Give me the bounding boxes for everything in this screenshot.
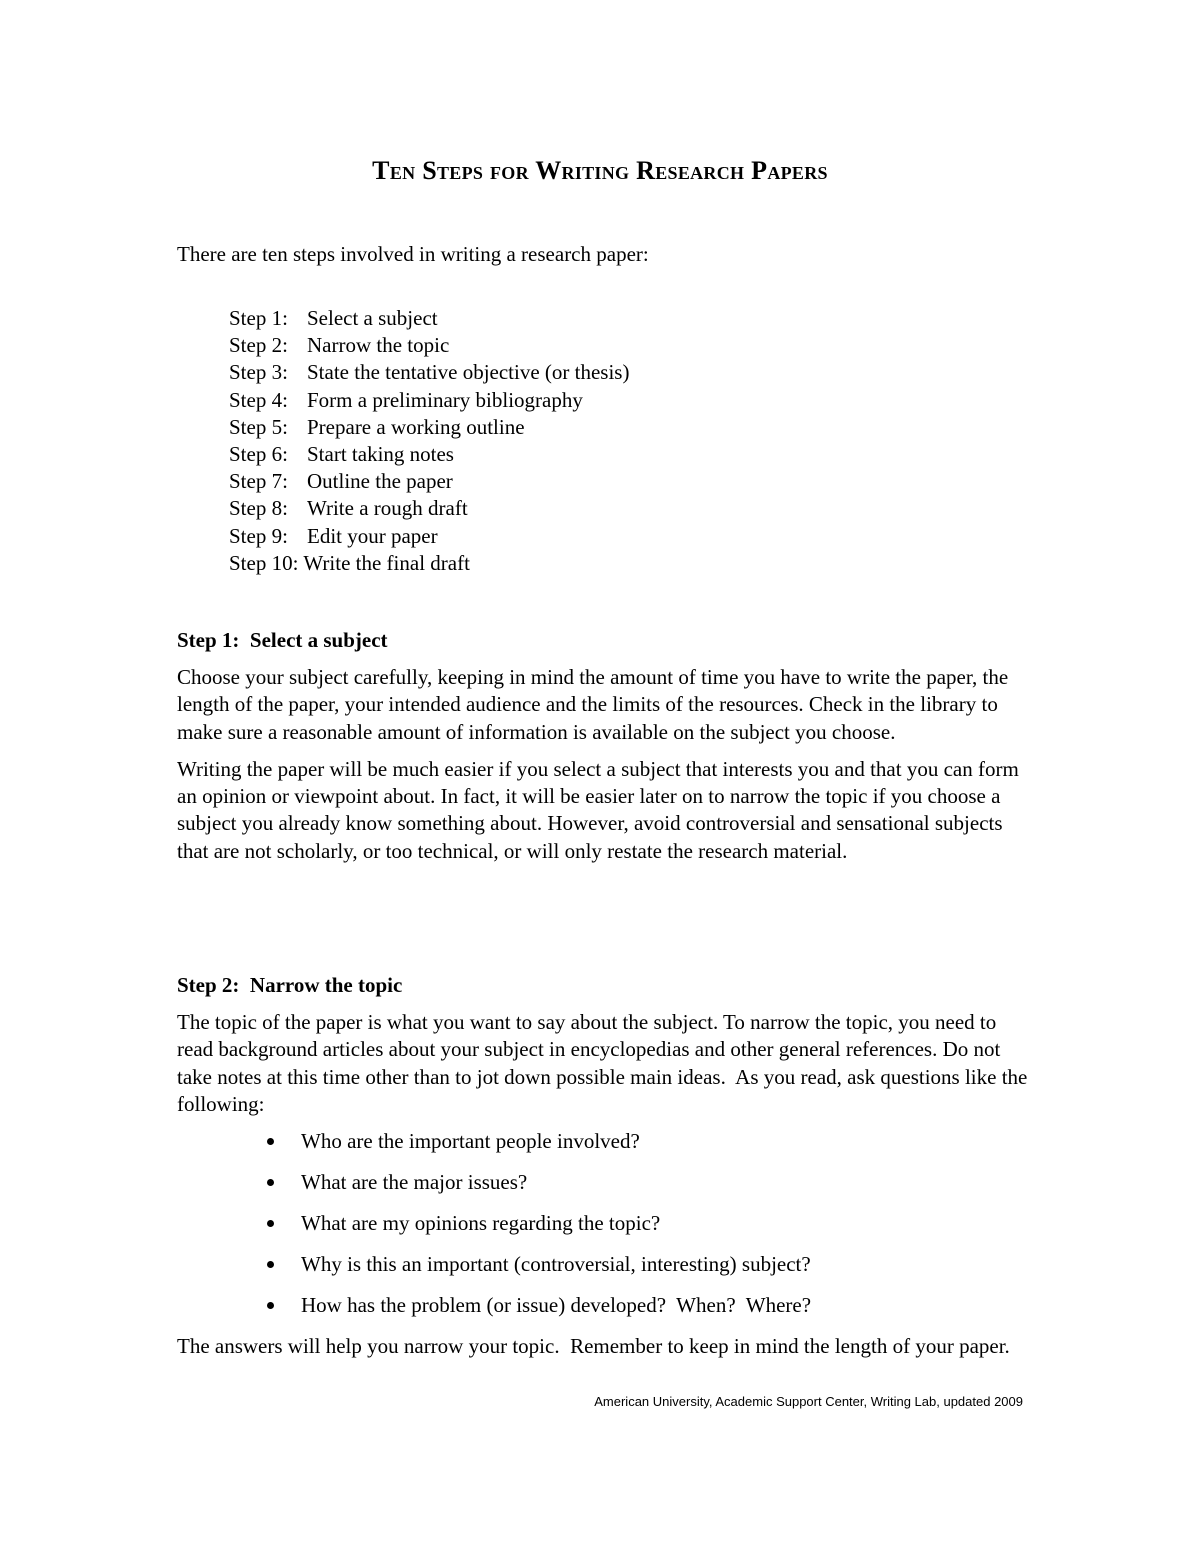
list-item xyxy=(177,1128,1037,1155)
list-item xyxy=(229,305,629,332)
list-item xyxy=(177,1210,1037,1237)
list-item xyxy=(229,359,629,386)
paragraph: Choose your subject carefully, keeping in mind the amount of time you have to write the paper, the length of the paper, your intended audience and the limits of the resources. Check in the library to make sure a reasonable amount of information is available on the subject you choose. xyxy=(177,665,1009,744)
list-item xyxy=(229,332,629,359)
step-text: Narrow the topic xyxy=(307,333,450,358)
list-item xyxy=(229,550,629,577)
list-item xyxy=(229,387,629,414)
step-number: Step 7: xyxy=(229,469,288,494)
paragraph: Writing the paper will be much easier if you select a subject that interests you and that you can form an opinion or viewpoint about. In fact, it will be easier later on to narrow the topic if you choose a subject you already know something about. However, avoid controversial and sensational subjects that are not scholarly, or too technical, or will only restate the research material. xyxy=(177,756,1019,863)
intro-text: There are ten steps involved in writing a research paper: xyxy=(177,242,649,266)
section-step-1 xyxy=(177,627,1037,875)
bullet-text: What are the major issues? xyxy=(301,1170,528,1195)
paragraph: The topic of the paper is what you want to say about the subject. To narrow the topic, you need to read background articles about your subject in encyclopedias and other general references. Do not take notes at this time other than to jot down possible main ideas. As you read, ask questions like the following: xyxy=(177,1010,1033,1116)
step-number: Step 8: xyxy=(229,496,288,521)
list-item xyxy=(177,1251,1037,1278)
step-text: Select a subject xyxy=(307,306,438,330)
list-item xyxy=(229,523,629,550)
step-number: Step 6: xyxy=(229,442,288,467)
section-step-2 xyxy=(177,972,1037,1370)
step-text: Write the final draft xyxy=(303,550,470,575)
page-title: Ten Steps for Writing Research Papers xyxy=(372,156,828,185)
step-text: Prepare a working outline xyxy=(307,414,525,439)
step-text: Write a rough draft xyxy=(307,496,468,521)
bullet-text: How has the problem (or issue) developed? When? Where? xyxy=(301,1293,812,1318)
list-item xyxy=(229,414,629,441)
bullet-text: Why is this an important (controversial, interesting) subject? xyxy=(301,1252,811,1277)
step-number: Step 3: xyxy=(229,360,288,385)
step-number: Step 4: xyxy=(229,387,288,412)
bullet-text: What are my opinions regarding the topic? xyxy=(301,1211,661,1236)
list-item xyxy=(229,495,629,522)
question-list xyxy=(177,1128,1037,1319)
step-text: State the tentative objective (or thesis) xyxy=(307,360,630,385)
bullet-icon xyxy=(267,1220,274,1227)
page-footer: American University, Academic Support Center, Writing Lab, updated 2009 xyxy=(594,1394,1023,1409)
step-text: Form a preliminary bibliography xyxy=(307,387,583,412)
section-heading: Step 1: Select a subject xyxy=(177,628,388,652)
bullet-icon xyxy=(267,1302,274,1309)
bullet-icon xyxy=(267,1138,274,1145)
list-item xyxy=(229,468,629,495)
step-text: Start taking notes xyxy=(307,442,454,467)
paragraph: The answers will help you narrow your topic. Remember to keep in mind the length of your paper. xyxy=(177,1334,1010,1359)
step-number: Step 1: xyxy=(229,306,288,330)
list-item xyxy=(177,1169,1037,1196)
steps-list xyxy=(229,305,629,577)
list-item xyxy=(177,1292,1037,1319)
bullet-text: Who are the important people involved? xyxy=(301,1129,640,1154)
step-number: Step 10: xyxy=(229,550,299,575)
list-item xyxy=(229,441,629,468)
bullet-icon xyxy=(267,1179,274,1186)
bullet-icon xyxy=(267,1261,274,1268)
step-text: Outline the paper xyxy=(307,469,453,494)
section-heading: Step 2: Narrow the topic xyxy=(177,973,403,997)
step-number: Step 2: xyxy=(229,333,288,358)
step-number: Step 9: xyxy=(229,523,288,548)
step-text: Edit your paper xyxy=(307,523,438,548)
step-number: Step 5: xyxy=(229,414,288,439)
